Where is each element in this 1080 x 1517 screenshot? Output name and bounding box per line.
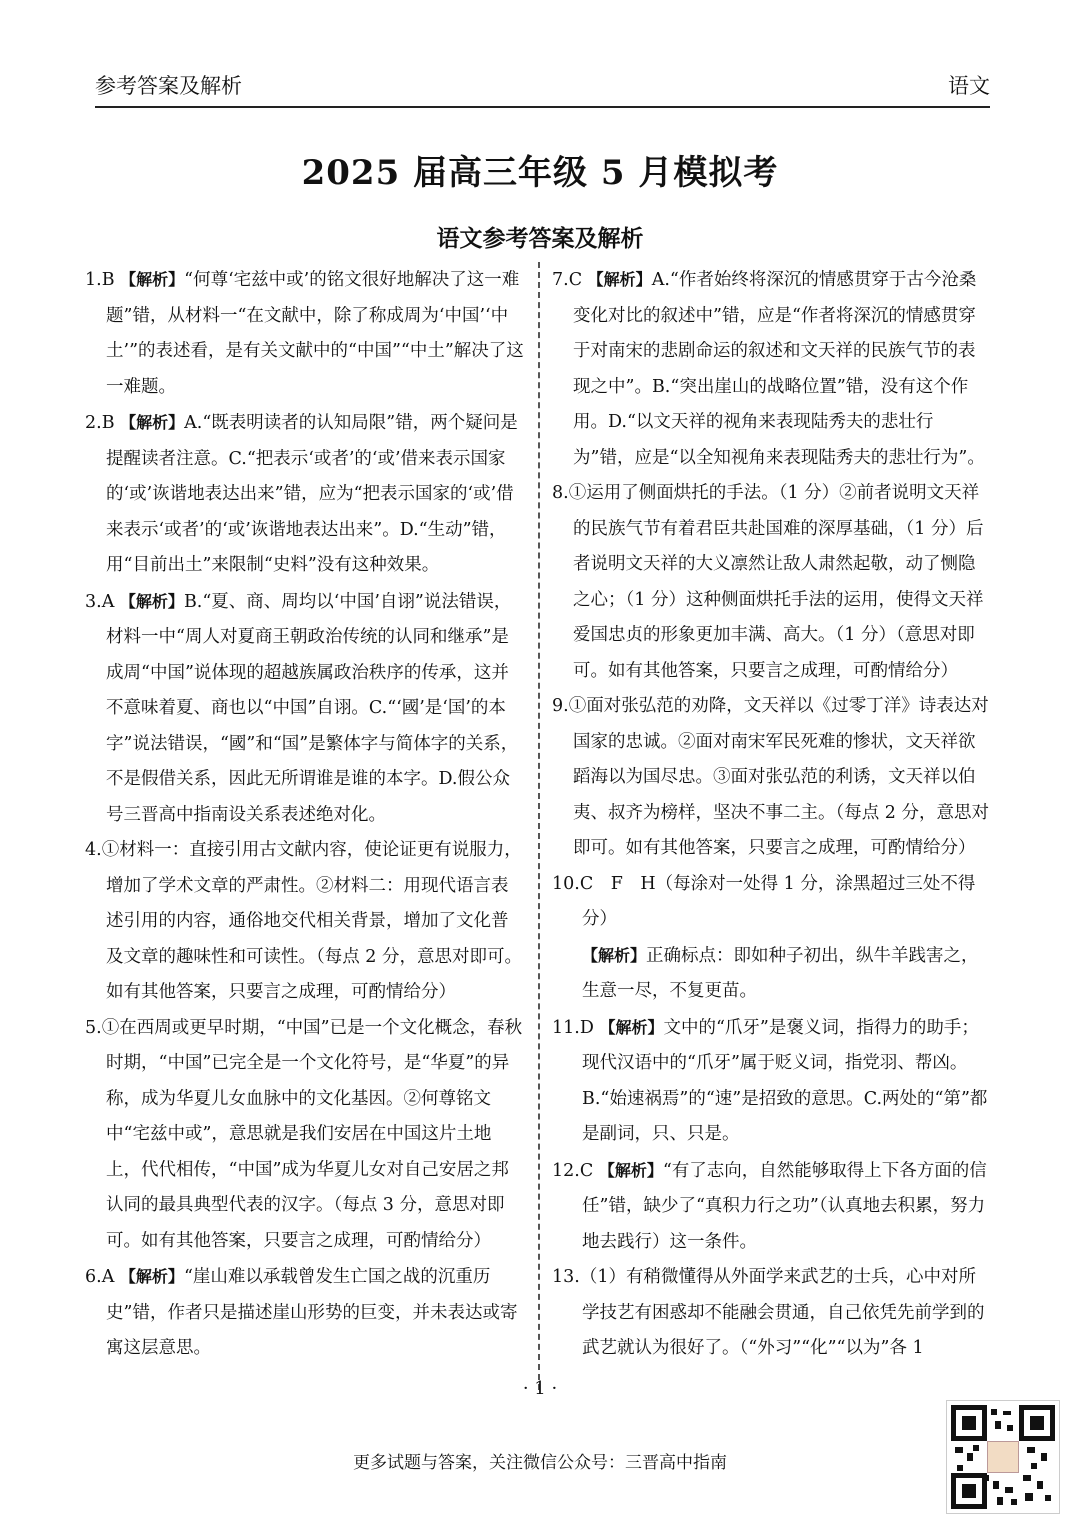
- answer-item-12: 12.C 【解析】“有了志向，自然能够取得上下各方面的信任”错，缺少了“真积力行之功”（认真地去积累，努力地去践行）这一条件。: [552, 1160, 987, 1252]
- column-divider: [538, 262, 540, 1390]
- left-column: [85, 262, 525, 1367]
- answer-item-7: 7.C 【解析】A.“作者始终将深沉的情感贯穿于古今沧桑变化对比的叙述中”错，应是“作者将深沉的情感贯穿于对南宋的悲剧命运的叙述和文天祥的民族气节的表现之中”。B.“突出崖山的战略位置”错，没有这个作用。D.“以文天祥的视角来表现陆秀夫的悲壮行为”错，应是“以全知视角来表现陆秀夫的悲壮行为”。: [552, 270, 985, 468]
- footer-note: 更多试题与答案，关注微信公众号：三晋高中指南: [353, 1453, 727, 1473]
- answer-item-4: 4.①材料一：直接引用古文献内容，使论证更有说服力，增加了学术文章的严肃性。②材料二：用现代语言表述引用的内容，通俗地交代相关背景，增加了文化普及文章的趣味性和可读性。（每点 2 分，意思对即可。如有其他答案，只要言之成理，可酌情给分）: [85, 840, 523, 1002]
- answer-item-6: 6.A 【解析】“崖山难以承载曾发生亡国之战的沉重历史”错，作者只是描述崖山形势的巨变，并未表达或寄寓这层意思。: [85, 1267, 518, 1358]
- answer-item-9: 9.①面对张弘范的劝降，文天祥以《过零丁洋》诗表达对国家的忠诚。②面对南宋军民死难的惨状，文天祥欲蹈海以为国尽忠。③面对张弘范的利诱，文天祥以伯夷、叔齐为榜样，坚决不事二主。（每点 2 分，意思对即可。如有其他答案，只要言之成理，可酌情给分）: [552, 696, 990, 858]
- answer-item-11: 11.D 【解析】文中的“爪牙”是褒义词，指得力的助手；现代汉语中的“爪牙”属于贬义词，指党羽、帮凶。B.“始速祸焉”的“速”是招致的意思。C.两处的“第”都是副词，只、只是。: [552, 1017, 988, 1144]
- header-left-label: 参考答案及解析: [95, 74, 242, 98]
- right-column: [552, 262, 992, 1367]
- answer-item-10: 10.C F H（每涂对一处得 1 分，涂黑超过三处不得分）: [552, 873, 976, 929]
- page-header: [95, 66, 990, 108]
- answer-item-10-analysis: 【解析】正确标点：即如种子初出，纵牛羊践害之，生意一尽，不复更苗。: [582, 945, 979, 1001]
- header-subject-label: 语文: [948, 74, 990, 98]
- page-subtitle: 语文参考答案及解析: [436, 225, 644, 252]
- answer-item-13: 13.（1）有稍微懂得从外面学来武艺的士兵，心中对所学技艺有困惑却不能融会贯通，自己依凭先前学到的武艺就认为很好了。（“外习”“化”“以为”各 1: [552, 1267, 985, 1358]
- answer-item-2: 2.B 【解析】A.“既表明读者的认知局限”错，两个疑问是提醒读者注意。C.“把表示‘或者’的‘或’借来表示国家的‘或’诙谐地表达出来”错，应为“把表示国家的‘或’借来表示‘或者’的‘或’诙谐地表达出来”。D.“生动”错，用“目前出土”来限制“史料”没有这种效果。: [85, 413, 518, 575]
- qr-logo: [987, 1441, 1019, 1473]
- page-number: · 1 ·: [522, 1378, 558, 1399]
- qr-code-icon: [946, 1400, 1060, 1514]
- answer-item-5: 5.①在西周或更早时期，“中国”已是一个文化概念，春秋时期，“中国”已完全是一个文化符号，是“华夏”的异称，成为华夏儿女血脉中的文化基因。②何尊铭文中“宅兹中或”，意思就是我们安居在中国这片土地上，代代相传，“中国”成为华夏儿女对自己安居之邦认同的最具典型代表的汉字。（每点 3 分，意思对即可。如有其他答案，只要言之成理，可酌情给分）: [85, 1017, 523, 1251]
- answer-item-8: 8.①运用了侧面烘托的手法。（1 分）②前者说明文天祥的民族气节有着君臣共赴国难的深厚基础，（1 分）后者说明文天祥的大义凛然让敌人肃然起敬，动了恻隐之心；（1 分）这种侧面烘托手法的运用，使得文天祥爱国忠贞的形象更加丰满、高大。（1 分）（意思对即可。如有其他答案，只要言之成理，可酌情给分）: [552, 483, 984, 681]
- answer-item-3: 3.A 【解析】B.“夏、商、周均以‘中国’自诩”说法错误，材料一中“周人对夏商王朝政治传统的认同和继承”是成周“中国”说体现的超越族属政治秩序的传承，这并不意味着夏、商也以“中国”自诩。C.“‘國’是‘国’的本字”说法错误，“國”和“国”是繁体字与简体字的关系，不是假借关系，因此无所谓谁是谁的本字。D.假公众号三晋高中指南设关系表述绝对化。: [85, 591, 519, 825]
- page-title: 2025 届高三年级 5 月模拟考: [301, 153, 779, 193]
- answer-item-1: 1.B 【解析】“何尊‘宅兹中或’的铭文很好地解决了这一难题”错，从材料一“在文献中，除了称成周为‘中国’‘中土’”的表述看，是有关文献中的“中国”“中土”解决了这一难题。: [85, 270, 524, 397]
